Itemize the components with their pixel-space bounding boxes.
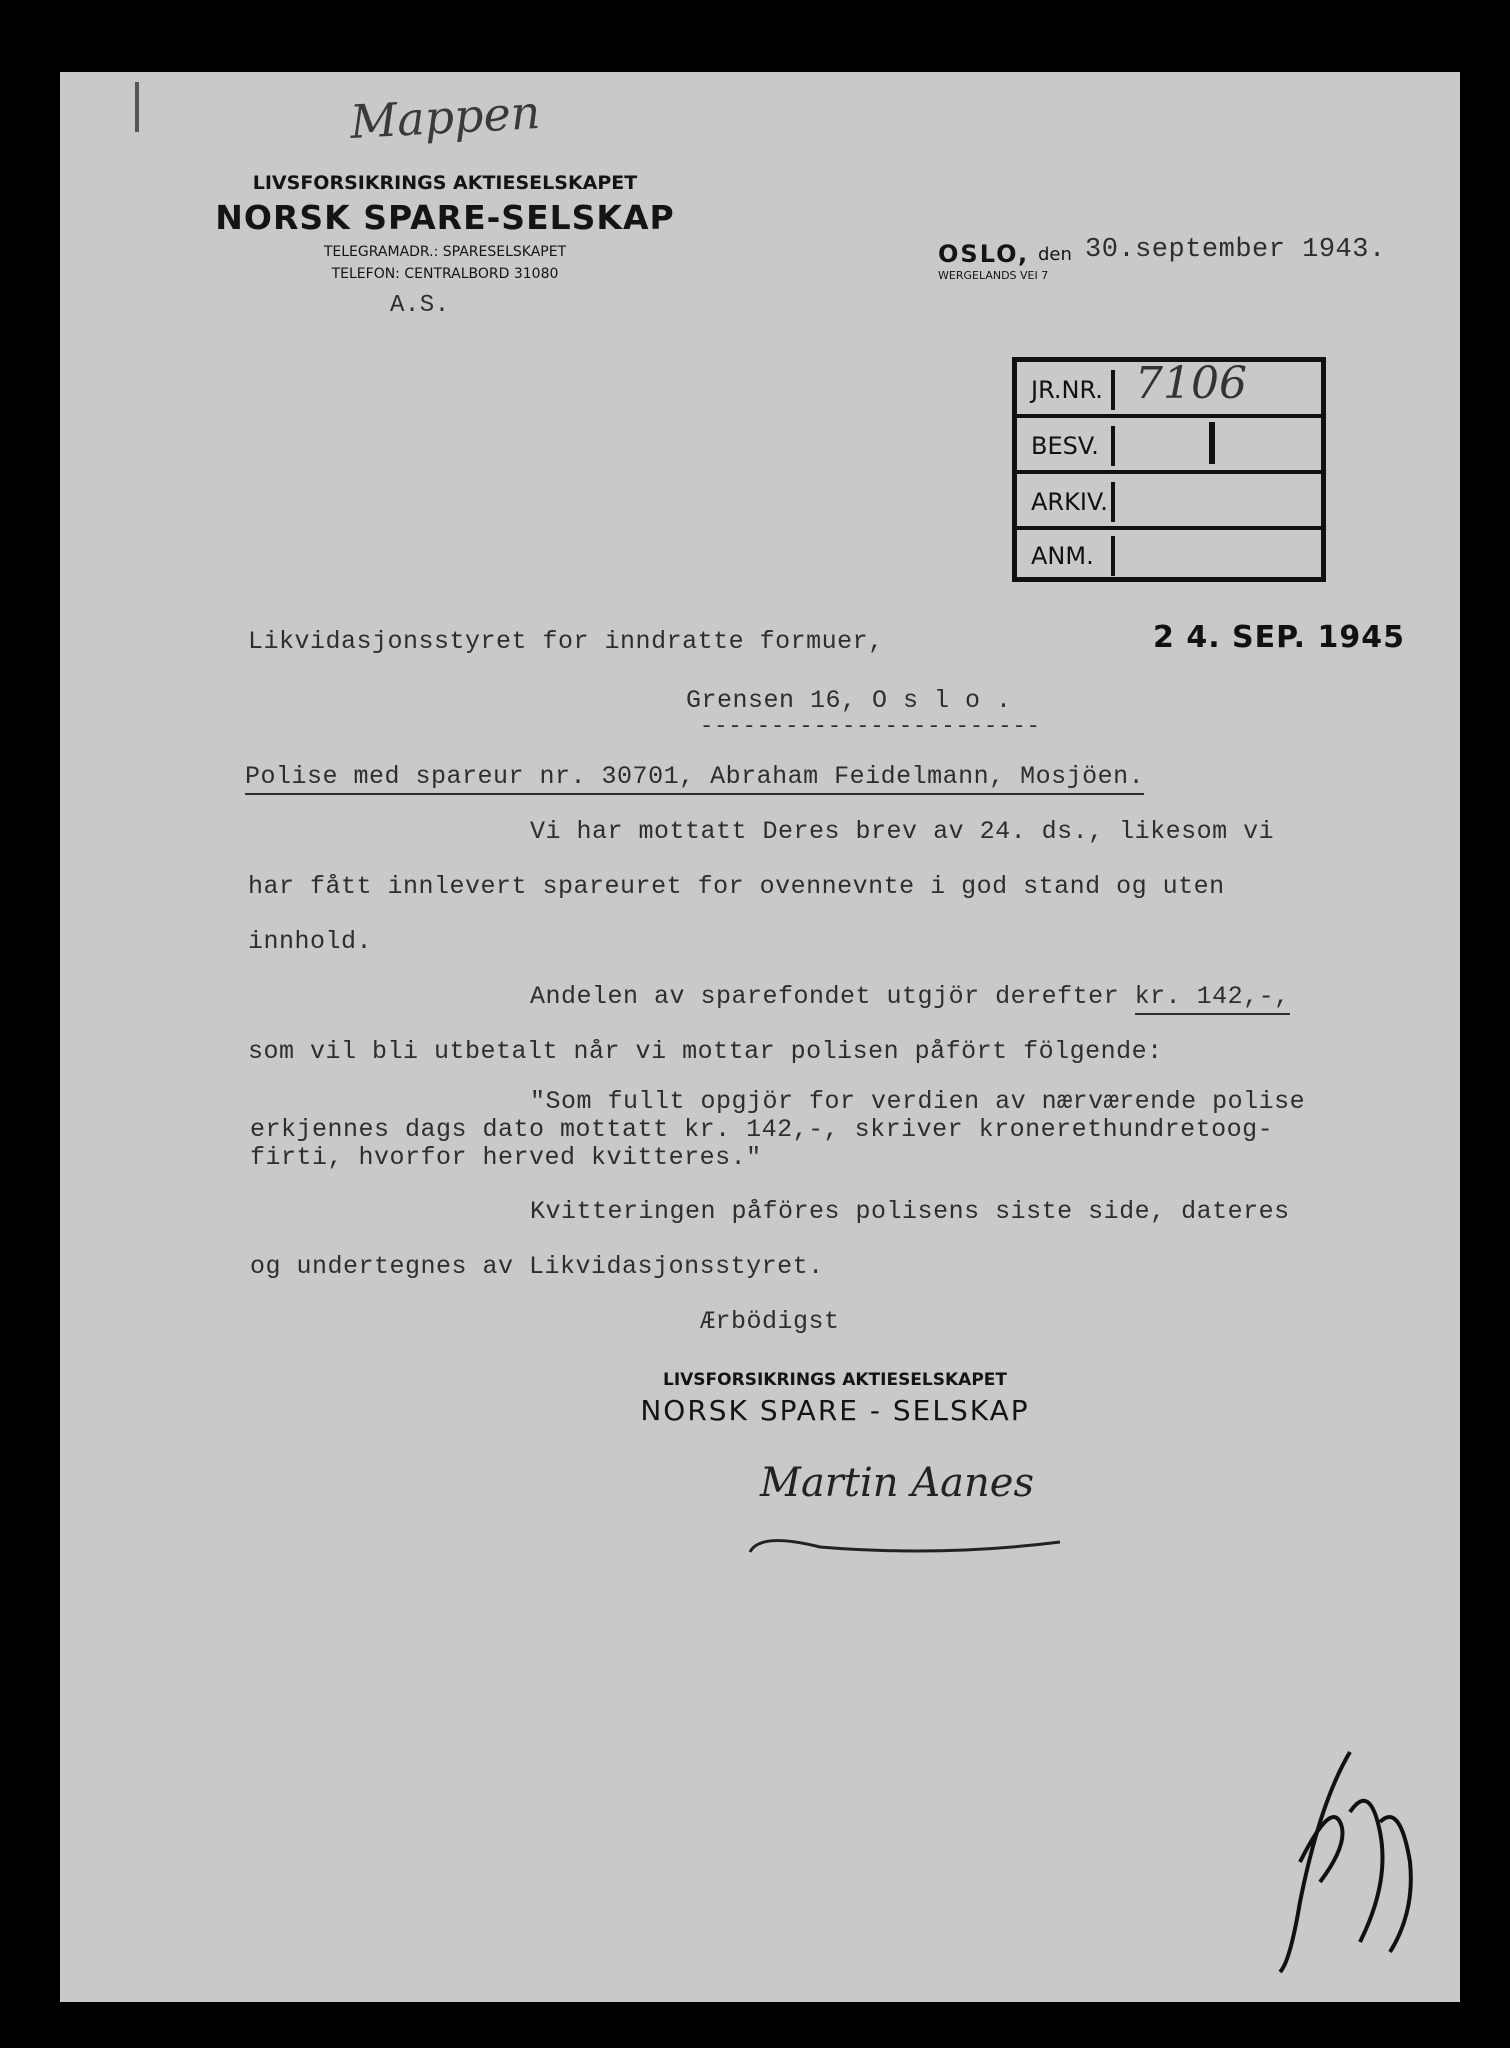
stamp-label: BESV. (1031, 426, 1115, 466)
signature-company-name: NORSK SPARE - SELSKAP (640, 1394, 1030, 1427)
stamp-row-anm (1017, 528, 1321, 580)
letterhead-ref: A.S. (390, 292, 450, 319)
stamp-label: ARKIV. (1031, 482, 1115, 522)
stamp-row-besv (1017, 418, 1321, 470)
letterhead-company-type: LIVSFORSIKRINGS AKTIESELSKAPET (252, 172, 638, 194)
stamp-label: JR.NR. (1031, 370, 1115, 410)
journal-stamp (1012, 357, 1326, 582)
letterhead-telegram: TELEGRAMADR.: SPARESELSKAPET (323, 244, 567, 260)
amount: kr. 142,-, (1135, 982, 1290, 1015)
subject-line: Polise med spareur nr. 30701, Abraham Feidelmann, Mosjöen. (245, 762, 1144, 795)
body-line-1: Vi har mottatt Deres brev av 24. ds., likesom vi (530, 817, 1275, 846)
journal-number: 7106 (1135, 358, 1247, 409)
recipient-name: Likvidasjonsstyret for inndratte formuer, (248, 627, 884, 656)
recipient-rule: ------------------------ (700, 714, 1041, 739)
body-line-2: har fått innlevert spareuret for ovennevnte i god stand og uten (248, 872, 1225, 901)
handwritten-annotation: Mappen (348, 85, 542, 149)
stamp-row-arkiv (1017, 474, 1321, 526)
place-den: den (1038, 244, 1072, 265)
received-date-stamp: 2 4. SEP. 1945 (1153, 620, 1405, 655)
letter-page (60, 72, 1460, 2002)
body-line-5: som vil bli utbetalt når vi mottar polisen påfört fölgende: (248, 1037, 1163, 1066)
body-line-4: Andelen av sparefondet utgjör derefter (530, 982, 1135, 1011)
signature-flourish (740, 1512, 1080, 1572)
stamp-label: ANM. (1031, 536, 1115, 576)
body-line-7: og undertegnes av Likvidasjonsstyret. (250, 1252, 824, 1281)
initials-scribble (1260, 1742, 1440, 1982)
body-line-3: innhold. (248, 927, 373, 956)
letterhead-phone: TELEFON: CENTRALBORD 31080 (331, 266, 559, 282)
body-line-6: Kvitteringen påföres polisens siste side, dateres (530, 1197, 1290, 1226)
recipient-address: Grensen 16, O s l o . (686, 686, 1012, 715)
stamp-row-jrnr (1017, 358, 1321, 414)
signature: Martin Aanes (760, 1460, 1034, 1506)
letterhead-company-name: NORSK SPARE-SELSKAP (215, 198, 675, 237)
pencil-mark (135, 82, 139, 132)
place-city: OSLO, (938, 240, 1030, 268)
quote-line-1: "Som fullt opgjör for verdien av nærværende polise (530, 1087, 1306, 1116)
place-address: WERGELANDS VEI 7 (938, 269, 1049, 282)
letter-date: 30.september 1943. (1085, 235, 1386, 265)
signature-company-type: LIVSFORSIKRINGS AKTIESELSKAPET (662, 1370, 1007, 1390)
quote-line-2: erkjennes dags dato mottatt kr. 142,-, skriver kronerethundretoog- (250, 1115, 1274, 1144)
quote-line-3: firti, hvorfor herved kvitteres." (250, 1143, 762, 1172)
closing: Ærbödigst (700, 1307, 840, 1336)
